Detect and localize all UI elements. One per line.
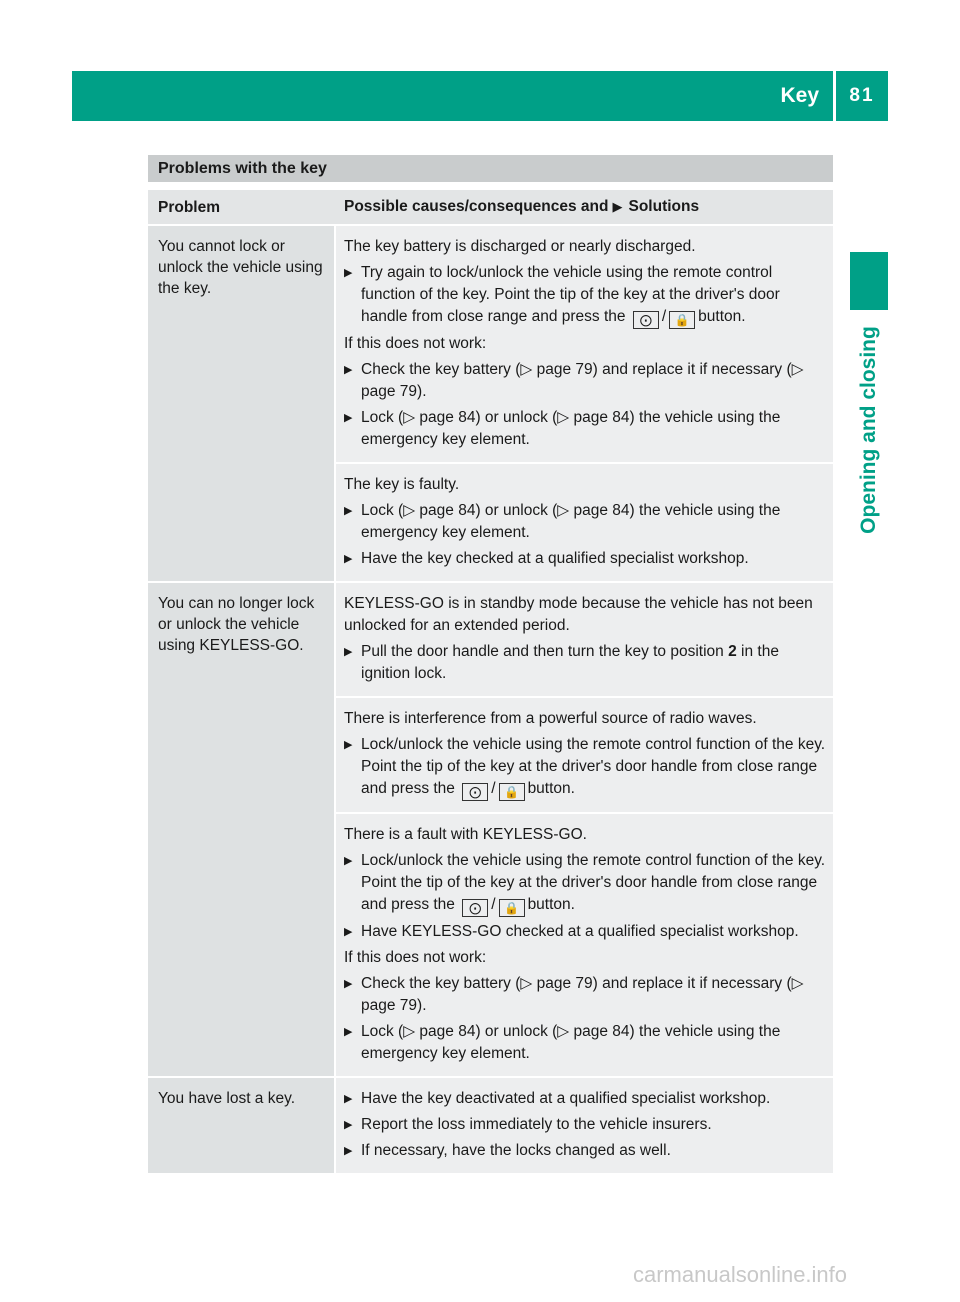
- step-text: [361, 262, 827, 329]
- step-text: [361, 734, 827, 801]
- step-arrow-icon: ▶: [344, 267, 353, 279]
- step-arrow-icon: ▶: [344, 364, 353, 376]
- icon-separator: /: [491, 780, 496, 797]
- table-header: [148, 190, 833, 224]
- step-text: Have the key deactivated at a qualified specialist workshop.: [361, 1090, 771, 1107]
- cause-block: [336, 464, 833, 581]
- solution-step: [344, 1021, 827, 1065]
- step-text-pre: Try again to lock/unlock the vehicle using the remote control function of the key. Point the tip of the key at the driver's door handle from close range and press the: [361, 264, 780, 325]
- header-solutions-suffix: Solutions: [628, 198, 700, 215]
- key-button-icon: 🔒: [499, 783, 525, 801]
- page-number: 81: [849, 85, 875, 106]
- step-text: Lock (▷ page 84) or unlock (▷ page 84) the vehicle using the emergency key element.: [361, 502, 781, 541]
- step-text: Check the key battery (▷ page 79) and replace it if necessary (▷ page 79).: [361, 361, 804, 400]
- key-button-icon: 🔒: [669, 311, 695, 329]
- solution-step: [344, 262, 827, 329]
- step-arrow-icon: ▶: [344, 553, 353, 565]
- cause-text: KEYLESS-GO is in standby mode because the vehicle has not been unlocked for an extended period.: [344, 595, 813, 634]
- solution-step: [344, 500, 827, 544]
- step-text: [361, 850, 827, 917]
- solution-step: [344, 734, 827, 801]
- table-body: [148, 226, 833, 1173]
- table-row: [148, 226, 833, 581]
- key-button-icon: ⨀: [462, 783, 488, 801]
- cause-text: The key battery is discharged or nearly discharged.: [344, 238, 696, 255]
- step-text: Lock (▷ page 84) or unlock (▷ page 84) the vehicle using the emergency key element.: [361, 1023, 781, 1062]
- step-text: Have the key checked at a qualified specialist workshop.: [361, 550, 749, 567]
- step-text-post: button.: [527, 896, 575, 913]
- key-position: 2: [728, 643, 737, 660]
- step-text-pre: Lock/unlock the vehicle using the remote control function of the key. Point the tip of the key at the driver's door handle from close range and press the: [361, 852, 826, 913]
- step-arrow-icon: ▶: [344, 412, 353, 424]
- causes-cell: [336, 583, 833, 1076]
- step-arrow-icon: ▶: [344, 926, 353, 938]
- step-arrow-icon: ▶: [344, 1026, 353, 1038]
- step-arrow-icon: ▶: [344, 855, 353, 867]
- cause-block: [336, 814, 833, 1076]
- key-button-icon: 🔒: [499, 899, 525, 917]
- step-text: [361, 641, 827, 685]
- problem-cell: You cannot lock or unlock the vehicle using the key.: [148, 226, 334, 581]
- step-text: Lock (▷ page 84) or unlock (▷ page 84) the vehicle using the emergency key element.: [361, 409, 781, 448]
- step-text: Report the loss immediately to the vehicle insurers.: [361, 1116, 712, 1133]
- key-button-icon: ⨀: [462, 899, 488, 917]
- solution-arrow-icon: ▶: [612, 199, 623, 214]
- key-button-icon: ⨀: [633, 311, 659, 329]
- step-text-post: button.: [698, 308, 746, 325]
- cause-text: If this does not work:: [344, 949, 487, 966]
- solution-step: [344, 1114, 827, 1136]
- table-row: [148, 1078, 833, 1173]
- step-text-pre: Pull the door handle and then turn the key to position: [361, 643, 724, 660]
- causes-cell: [336, 1078, 833, 1173]
- problem-cell: You have lost a key.: [148, 1078, 334, 1173]
- solution-step: [344, 850, 827, 917]
- solution-step: [344, 973, 827, 1017]
- icon-separator: /: [661, 308, 667, 325]
- chapter-tab: [850, 252, 888, 310]
- cause-block: [336, 226, 833, 462]
- problems-table: [148, 190, 833, 1173]
- step-arrow-icon: ▶: [344, 1093, 353, 1105]
- step-text-post: in the ignition lock.: [361, 643, 779, 682]
- cause-block: [336, 1078, 833, 1173]
- section-title: Key: [780, 84, 819, 107]
- solution-step: [344, 548, 827, 570]
- cause-text: If this does not work:: [344, 335, 487, 352]
- icon-separator: /: [491, 896, 496, 913]
- solution-step: [344, 407, 827, 451]
- step-arrow-icon: ▶: [344, 1145, 353, 1157]
- step-arrow-icon: ▶: [344, 978, 353, 990]
- step-text-post: button.: [527, 780, 575, 797]
- solution-step: [344, 1140, 827, 1162]
- step-text: If necessary, have the locks changed as well.: [361, 1142, 671, 1159]
- header-solutions-prefix: Possible causes/consequences and: [344, 198, 609, 215]
- step-text: Check the key battery (▷ page 79) and replace it if necessary (▷ page 79).: [361, 975, 804, 1014]
- table-title: Problems with the key: [148, 155, 833, 182]
- solution-step: [344, 359, 827, 403]
- solution-step: [344, 1088, 827, 1110]
- solution-step: [344, 921, 827, 943]
- cause-block: [336, 583, 833, 696]
- header-solutions: [334, 190, 833, 224]
- cause-text: There is a fault with KEYLESS-GO.: [344, 826, 587, 843]
- cause-block: [336, 698, 833, 812]
- table-row: [148, 583, 833, 1076]
- step-arrow-icon: ▶: [344, 739, 353, 751]
- step-arrow-icon: ▶: [344, 1119, 353, 1131]
- header-bar: [72, 71, 888, 121]
- problem-cell: You can no longer lock or unlock the vehicle using KEYLESS-GO.: [148, 583, 334, 1076]
- solution-step: [344, 641, 827, 685]
- cause-text: There is interference from a powerful source of radio waves.: [344, 710, 757, 727]
- header-problem: Problem: [158, 199, 221, 216]
- causes-cell: [336, 226, 833, 581]
- chapter-label: Opening and closing: [857, 326, 880, 534]
- step-arrow-icon: ▶: [344, 646, 353, 658]
- watermark: carmanualsonline.info: [633, 1262, 848, 1287]
- step-text-pre: Lock/unlock the vehicle using the remote control function of the key. Point the tip of the key at the driver's door handle from close range and press the: [361, 736, 826, 797]
- step-text: Have KEYLESS-GO checked at a qualified specialist workshop.: [361, 923, 799, 940]
- step-arrow-icon: ▶: [344, 505, 353, 517]
- cause-text: The key is faulty.: [344, 476, 460, 493]
